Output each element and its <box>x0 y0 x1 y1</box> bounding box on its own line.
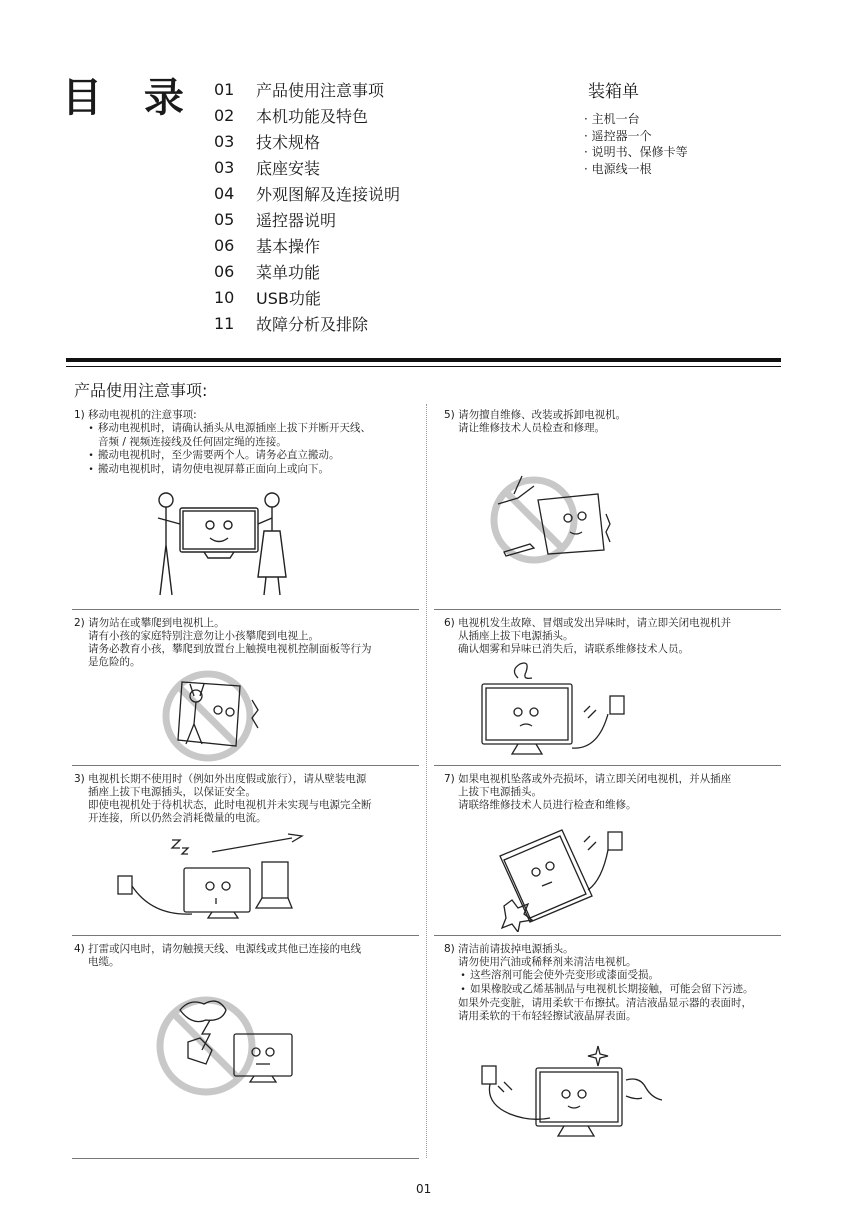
note-text: 请让维修技术人员检查和修理。 <box>458 422 605 434</box>
fallen-tv-unplug-illustration <box>484 822 644 932</box>
note-text: 上拔下电源插头。 <box>458 786 542 798</box>
note-3 <box>74 773 372 825</box>
toc-item-label: 基本操作 <box>256 236 321 256</box>
note-text: 确认烟雾和异味已消失后，请联系维修技术人员。 <box>458 643 689 655</box>
note-7 <box>444 773 731 812</box>
note-bullet <box>444 969 754 983</box>
toc-item-label: 故障分析及排除 <box>256 314 369 334</box>
toc-item-label: 产品使用注意事项 <box>256 80 385 100</box>
two-people-carrying-tv-illustration <box>148 488 290 606</box>
toc-item-number: 04 <box>214 183 235 203</box>
toc-item-label: 外观图解及连接说明 <box>256 184 401 204</box>
toc-item-label: 底座安装 <box>256 158 321 178</box>
note-separator <box>434 765 781 766</box>
toc-item <box>214 284 400 310</box>
packing-list-title: 装箱单 <box>588 82 639 102</box>
note-separator <box>72 1158 419 1159</box>
bullet-icon: • <box>88 465 94 475</box>
packing-list <box>584 111 688 177</box>
note-6 <box>444 617 731 656</box>
column-separator <box>426 404 427 1158</box>
note-bullet <box>74 422 371 436</box>
note-text: 4) 打雷或闪电时，请勿触摸天线、电源线或其他已连接的电线 <box>74 943 362 955</box>
note-text: 7) 如果电视机坠落或外壳损坏，请立即关闭电视机，并从插座 <box>444 773 732 785</box>
note-5 <box>444 409 626 435</box>
note-text: 即使电视机处于待机状态，此时电视机并未实现与电源完全断 <box>88 799 372 811</box>
toc-item <box>214 154 400 180</box>
section-divider-thin <box>66 366 781 367</box>
toc-item-number: 06 <box>214 235 235 255</box>
toc-item-label: 技术规格 <box>256 132 321 152</box>
note-separator <box>434 609 781 610</box>
note-2 <box>74 617 372 669</box>
note-text: 插座上拔下电源插头，以保证安全。 <box>88 786 256 798</box>
toc-item <box>214 232 400 258</box>
note-text: 是危险的。 <box>88 656 141 668</box>
page-number: 01 <box>416 1182 432 1196</box>
packing-list-item: · 说明书、保修卡等 <box>584 145 688 159</box>
bullet-icon: • <box>88 451 94 461</box>
note-text: 6) 电视机发生故障、冒烟或发出异味时，请立即关闭电视机并 <box>444 617 732 629</box>
toc-item-number: 01 <box>214 79 235 99</box>
section-divider-thick <box>66 358 781 362</box>
toc-item <box>214 102 400 128</box>
toc-item-number: 03 <box>214 157 235 177</box>
cleaning-tv-illustration <box>476 1036 666 1146</box>
packing-list-item: · 遥控器一个 <box>584 128 652 143</box>
toc-item-number: 10 <box>214 287 235 307</box>
toc-item-number: 11 <box>214 313 235 333</box>
smoke-unplug-tv-illustration <box>478 660 638 760</box>
no-self-repair-illustration <box>488 474 618 564</box>
note-text: 音频 / 视频连接线及任何固定绳的连接。 <box>98 436 287 448</box>
note-text: 如果外壳变脏，请用柔软干布擦拭。清洁液晶显示器的表面时， <box>458 997 752 1009</box>
note-text: 搬动电视机时，请勿使电视屏幕正面向上或向下。 <box>98 463 329 475</box>
toc-item-label: USB功能 <box>256 288 321 308</box>
toc-item <box>214 128 400 154</box>
note-text: 这些溶剂可能会使外壳变形或漆面受损。 <box>470 969 659 981</box>
note-text: 1) 移动电视机的注意事项: <box>74 409 197 421</box>
note-text: 电缆。 <box>88 956 120 968</box>
note-separator <box>434 935 781 936</box>
toc-item <box>214 206 400 232</box>
bullet-icon: • <box>88 424 94 434</box>
toc-item-number: 05 <box>214 209 235 229</box>
packing-list-item: · 主机一台 <box>584 112 640 126</box>
note-text: 请用柔软的干布轻轻擦试液晶屏表面。 <box>458 1010 637 1022</box>
note-1 <box>74 409 371 477</box>
note-4 <box>74 943 361 969</box>
no-climbing-on-tv-illustration <box>160 670 270 762</box>
note-bullet <box>444 983 754 997</box>
toc-item <box>214 258 400 284</box>
note-text: 3) 电视机长期不使用时（例如外出度假或旅行），请从壁装电源 <box>74 773 367 785</box>
note-text: 2) 请勿站在或攀爬到电视机上。 <box>74 617 225 629</box>
note-text: 如果橡胶或乙烯基制品与电视机长期接触，可能会留下污迹。 <box>470 983 754 995</box>
no-touching-during-lightning-illustration <box>150 990 300 1100</box>
note-text: 请务必教育小孩，攀爬到放置台上触摸电视机控制面板等行为 <box>88 643 372 655</box>
note-text: 移动电视机时，请确认插头从电源插座上拔下并断开天线、 <box>98 422 371 434</box>
toc-item-number: 02 <box>214 105 235 125</box>
toc-title: 目 录 <box>62 75 198 121</box>
note-bullet <box>74 449 371 463</box>
toc-item-number: 03 <box>214 131 235 151</box>
note-separator <box>72 935 419 936</box>
note-separator <box>72 609 419 610</box>
note-text: 8) 清洁前请拔掉电源插头。 <box>444 943 574 955</box>
toc-item-number: 06 <box>214 261 235 281</box>
unplug-when-away-illustration <box>112 832 312 932</box>
section-title: 产品使用注意事项: <box>74 381 208 400</box>
note-text: 请勿使用汽油或稀释剂来清洁电视机。 <box>458 956 637 968</box>
note-separator <box>72 765 419 766</box>
toc-item-label: 遥控器说明 <box>256 210 337 230</box>
toc-item <box>214 310 400 336</box>
toc-item-label: 菜单功能 <box>256 262 321 282</box>
note-text: 从插座上拔下电源插头。 <box>458 630 574 642</box>
note-text: 开连接，所以仍然会消耗微量的电流。 <box>88 812 267 824</box>
bullet-icon: • <box>460 971 466 981</box>
note-text: 5) 请勿擅自维修、改装或拆卸电视机。 <box>444 409 627 421</box>
packing-list-item: · 电源线一根 <box>584 161 652 176</box>
toc-list <box>214 76 400 336</box>
note-bullet <box>74 463 371 477</box>
toc-item <box>214 76 400 102</box>
toc-item-label: 本机功能及特色 <box>256 106 369 126</box>
bullet-icon: • <box>460 985 466 995</box>
note-text: 请联络维修技术人员进行检查和维修。 <box>458 799 637 811</box>
note-text: 请有小孩的家庭特别注意勿让小孩攀爬到电视上。 <box>88 630 319 642</box>
note-8 <box>444 943 754 1023</box>
note-text: 搬动电视机时，至少需要两个人。请务必直立搬动。 <box>98 449 340 461</box>
toc-item <box>214 180 400 206</box>
